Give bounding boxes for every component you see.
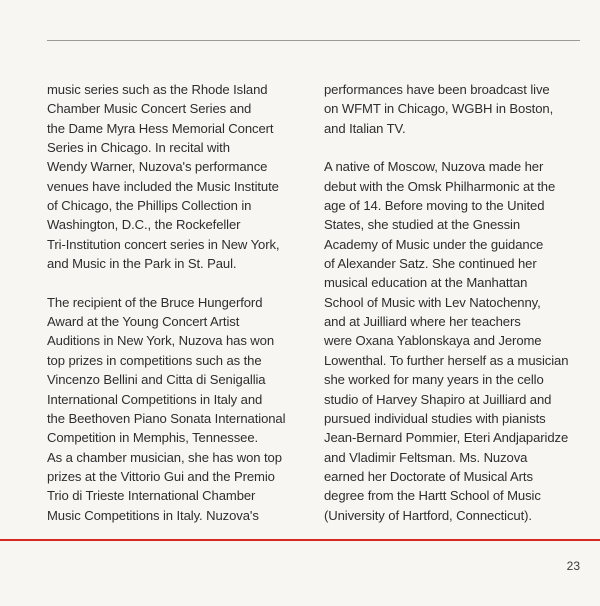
text-line: were Oxana Yablonskaya and Jerome: [324, 333, 542, 349]
text-line: International Competitions in Italy and: [47, 391, 263, 407]
text-line: Series in Chicago. In recital with: [47, 140, 230, 156]
text-line: she worked for many years in the cello: [324, 372, 544, 388]
text-line: studio of Harvey Shapiro at Juilliard and: [324, 391, 552, 407]
left-text-column: [47, 80, 305, 525]
body-paragraph: [47, 80, 305, 273]
text-line: musical education at the Manhattan: [324, 275, 528, 291]
text-line: Trio di Trieste International Chamber: [47, 488, 256, 504]
text-line: Academy of Music under the guidance: [324, 236, 544, 252]
text-line: venues have included the Music Institute: [47, 178, 279, 194]
text-line: School of Music with Lev Natochenny,: [324, 294, 541, 310]
right-text-column: [324, 80, 582, 525]
text-line: the Beethoven Piano Sonata International: [47, 410, 286, 426]
text-line: Washington, D.C., the Rockefeller: [47, 217, 241, 233]
text-line: Auditions in New York, Nuzova has won: [47, 333, 275, 349]
text-line: pursued individual studies with pianists: [324, 410, 546, 426]
body-paragraph: [324, 157, 582, 525]
text-line: Lowenthal. To further herself as a musician: [324, 352, 569, 368]
text-line: Tri-Institution concert series in New York,: [47, 236, 280, 252]
body-paragraph: [47, 293, 305, 525]
text-line: the Dame Myra Hess Memorial Concert: [47, 120, 274, 136]
text-line: of Alexander Satz. She continued her: [324, 256, 537, 272]
text-line: A native of Moscow, Nuzova made her: [324, 159, 544, 175]
text-line: degree from the Hartt School of Music: [324, 488, 541, 504]
text-line: on WFMT in Chicago, WGBH in Boston,: [324, 101, 554, 117]
text-line: prizes at the Vittorio Gui and the Premio: [47, 468, 275, 484]
text-line: The recipient of the Bruce Hungerford: [47, 294, 263, 310]
text-line: Wendy Warner, Nuzova's performance: [47, 159, 268, 175]
text-line: earned her Doctorate of Musical Arts: [324, 468, 533, 484]
text-line: music series such as the Rhode Island: [47, 82, 268, 97]
text-line: and Music in the Park in St. Paul.: [47, 256, 237, 272]
page-number: 23: [566, 559, 580, 573]
text-line: Music Competitions in Italy. Nuzova's: [47, 507, 259, 523]
text-line: Award at the Young Concert Artist: [47, 314, 240, 330]
body-paragraph: [324, 80, 582, 138]
text-line: and Italian TV.: [324, 120, 406, 136]
text-line: (University of Hartford, Connecticut).: [324, 507, 532, 523]
top-divider: [47, 40, 580, 41]
text-line: age of 14. Before moving to the United: [324, 198, 545, 214]
text-line: As a chamber musician, she has won top: [47, 449, 282, 465]
text-line: and Vladimir Feltsman. Ms. Nuzova: [324, 449, 528, 465]
text-line: Vincenzo Bellini and Citta di Senigallia: [47, 372, 266, 388]
bottom-accent-divider: [0, 539, 600, 541]
text-line: Jean-Bernard Pommier, Eteri Andjaparidze: [324, 430, 569, 446]
text-line: Competition in Memphis, Tennessee.: [47, 430, 259, 446]
text-line: States, she studied at the Gnessin: [324, 217, 521, 233]
text-line: and at Juilliard where her teachers: [324, 314, 521, 330]
text-line: top prizes in competitions such as the: [47, 352, 262, 368]
text-line: debut with the Omsk Philharmonic at the: [324, 178, 556, 194]
text-line: performances have been broadcast live: [324, 82, 550, 97]
text-line: Chamber Music Concert Series and: [47, 101, 252, 117]
text-line: of Chicago, the Phillips Collection in: [47, 198, 252, 214]
